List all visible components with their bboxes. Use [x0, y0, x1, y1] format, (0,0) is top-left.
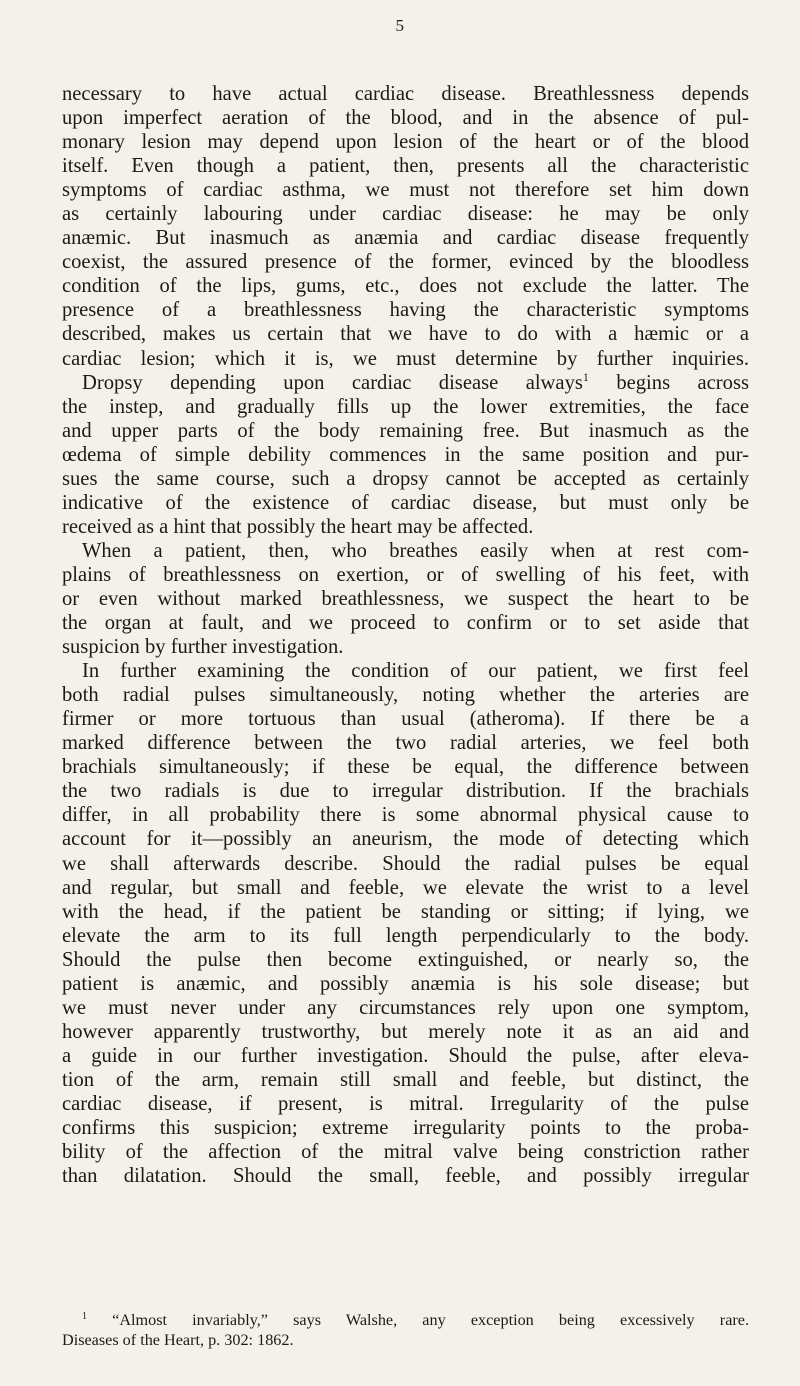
footnote-text: “Almost invariably,” says Walshe, any exception being excessively rare. — [87, 1311, 749, 1329]
text-fragment: begins across — [588, 371, 749, 394]
footnote — [62, 1311, 749, 1350]
body-text — [62, 82, 749, 1188]
text-line: presence of a breathlessness having the characteristic symptoms — [62, 299, 749, 322]
text-line: œdema of simple debility commences in the same position and pur- — [62, 443, 749, 466]
text-line: Should the pulse then become extinguished, or nearly so, the — [62, 948, 749, 971]
text-line: brachials simultaneously; if these be equal, the difference between — [62, 756, 749, 779]
text-line: received as a hint that possibly the heart may be affected. — [62, 515, 534, 538]
text-line: confirms this suspicion; extreme irregularity points to the proba- — [62, 1117, 749, 1140]
footnote-reference: 1 — [582, 369, 589, 384]
text-line: differ, in all probability there is some abnormal physical cause to — [62, 804, 749, 827]
text-line: the two radials is due to irregular distribution. If the brachials — [62, 780, 749, 803]
footnote-line — [62, 1311, 749, 1331]
text-line: we must never under any circumstances rely upon one symptom, — [62, 996, 749, 1019]
text-line: the instep, and gradually fills up the lower extremities, the face — [62, 395, 749, 418]
text-line: condition of the lips, gums, etc., does not exclude the latter. The — [62, 275, 749, 298]
text-line: elevate the arm to its full length perpendicularly to the body. — [62, 924, 749, 947]
footnote-mark: 1 — [82, 1311, 87, 1322]
page-number: 5 — [395, 16, 405, 35]
text-line: cardiac lesion; which it is, we must determine by further inquiries. — [62, 347, 749, 370]
text-line: account for it—possibly an aneurism, the mode of detecting which — [62, 828, 749, 851]
text-line: a guide in our further investigation. Should the pulse, after eleva- — [62, 1044, 749, 1067]
text-line: the organ at fault, and we proceed to confirm or to set aside that — [62, 612, 749, 635]
text-line: and upper parts of the body remaining free. But inasmuch as the — [62, 419, 749, 442]
text-line: both radial pulses simultaneously, noting whether the arteries are — [62, 684, 749, 707]
text-line: suspicion by further investigation. — [62, 636, 344, 659]
text-line: as certainly labouring under cardiac disease: he may be only — [62, 203, 749, 226]
text-line: plains of breathlessness on exertion, or of swelling of his feet, with — [62, 563, 749, 586]
text-line: bility of the affection of the mitral valve being constriction rather — [62, 1141, 749, 1164]
text-line: than dilatation. Should the small, feeble, and possibly irregular — [62, 1165, 749, 1188]
text-fragment: Dropsy depending upon cardiac disease always — [82, 371, 583, 394]
text-line: In further examining the condition of our patient, we first feel — [82, 660, 749, 683]
text-line: sues the same course, such a dropsy cannot be accepted as certainly — [62, 467, 749, 490]
text-line-with-footnote — [62, 371, 749, 395]
footnote-line: Diseases of the Heart, p. 302: 1862. — [62, 1330, 294, 1349]
text-line: and regular, but small and feeble, we elevate the wrist to a level — [62, 876, 749, 899]
text-line: patient is anæmic, and possibly anæmia is his sole disease; but — [62, 972, 749, 995]
text-line: coexist, the assured presence of the former, evinced by the bloodless — [62, 251, 749, 274]
text-line: symptoms of cardiac asthma, we must not therefore set him down — [62, 179, 749, 202]
text-line: upon imperfect aeration of the blood, and in the absence of pul- — [62, 107, 749, 130]
text-line: with the head, if the patient be standing or sitting; if lying, we — [62, 900, 749, 923]
text-line: cardiac disease, if present, is mitral. Irregularity of the pulse — [62, 1092, 749, 1115]
text-line: anæmic. But inasmuch as anæmia and cardiac disease frequently — [62, 227, 749, 250]
text-line: tion of the arm, remain still small and feeble, but distinct, the — [62, 1068, 749, 1091]
text-line: described, makes us certain that we have to do with a hæmic or a — [62, 323, 749, 346]
text-line: marked difference between the two radial arteries, we feel both — [62, 732, 749, 755]
text-line: firmer or more tortuous than usual (atheroma). If there be a — [62, 708, 749, 731]
text-line: indicative of the existence of cardiac disease, but must only be — [62, 491, 749, 514]
text-line: necessary to have actual cardiac disease. Breathlessness depends — [62, 83, 749, 105]
text-line: monary lesion may depend upon lesion of the heart or of the blood — [62, 131, 749, 154]
text-line: however apparently trustworthy, but merely note it as an aid and — [62, 1020, 749, 1043]
text-line: we shall afterwards describe. Should the radial pulses be equal — [62, 852, 749, 875]
text-line: or even without marked breathlessness, we suspect the heart to be — [62, 587, 749, 610]
text-line: When a patient, then, who breathes easily when at rest com- — [82, 539, 749, 562]
text-line: itself. Even though a patient, then, presents all the characteristic — [62, 155, 749, 178]
